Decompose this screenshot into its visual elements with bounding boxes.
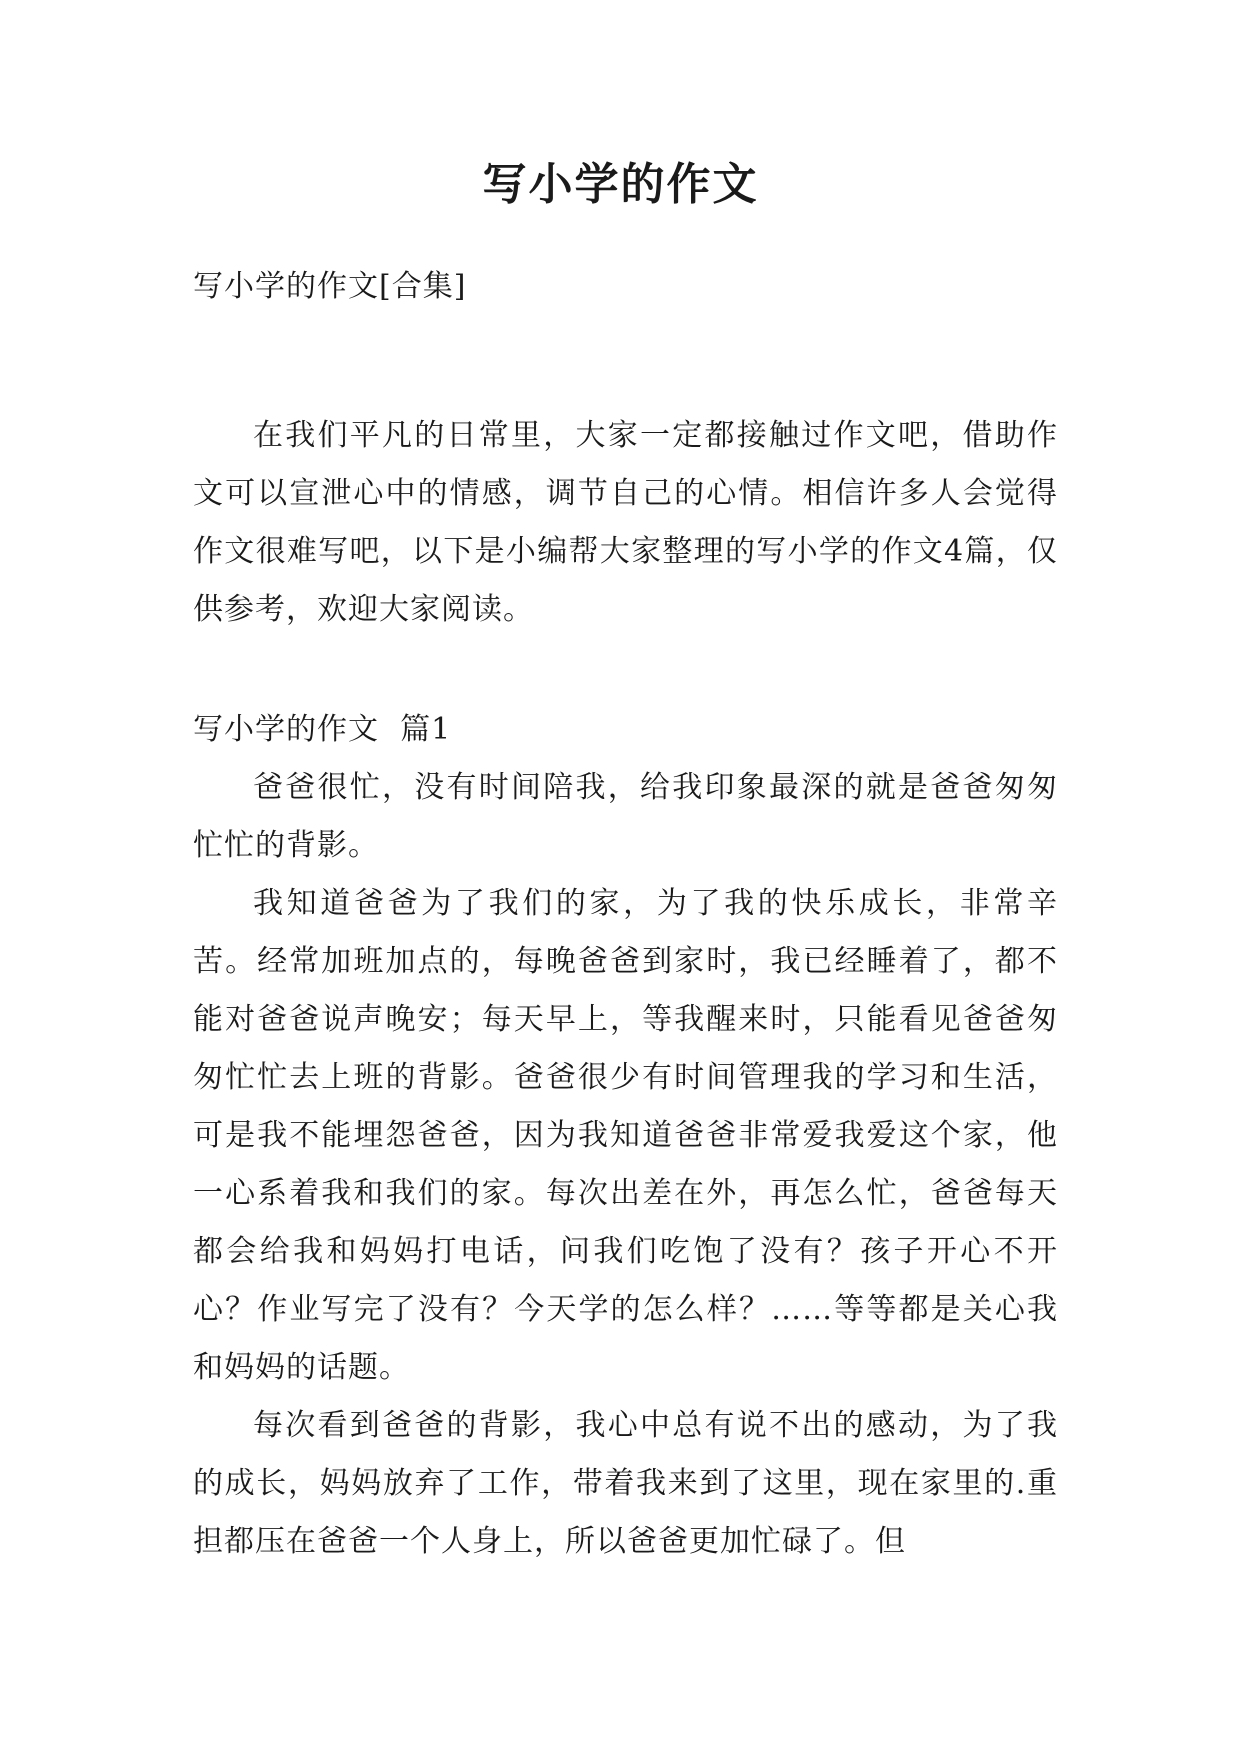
body-paragraph: 爸爸很忙，没有时间陪我，给我印象最深的就是爸爸匆匆忙忙的背影。 bbox=[193, 770, 1058, 863]
intro-paragraph: 在我们平凡的日常里，大家一定都接触过作文吧，借助作文可以宣泄心中的情感，调节自己的心情。相信许多人会觉得作文很难写吧，以下是小编帮大家整理的写小学的作文4篇，仅供参考，欢迎大家阅读。 bbox=[193, 418, 1058, 627]
document-title: 写小学的作文 bbox=[482, 159, 759, 210]
body-paragraph: 我知道爸爸为了我们的家，为了我的快乐成长，非常辛苦。经常加班加点的，每晚爸爸到家时，我已经睡着了，都不能对爸爸说声晚安；每天早上，等我醒来时，只能看见爸爸匆匆忙忙去上班的背影。爸爸很少有时间管理我的学习和生活，可是我不能埋怨爸爸，因为我知道爸爸非常爱我爱这个家，他一心系着我和我们的家。每次出差在外，再怎么忙，爸爸每天都会给我和妈妈打电话，问我们吃饱了没有？孩子开心不开心？作业写完了没有？今天学的怎么样？……等等都是关心我和妈妈的话题。 bbox=[193, 886, 1058, 1385]
section-heading: 写小学的作文 篇1 bbox=[193, 712, 452, 747]
body-paragraph: 每次看到爸爸的背影，我心中总有说不出的感动，为了我的成长，妈妈放弃了工作，带着我来到了这里，现在家里的.重担都压在爸爸一个人身上，所以爸爸更加忙碌了。但 bbox=[193, 1408, 1058, 1559]
document-subtitle: 写小学的作文[合集] bbox=[193, 269, 467, 304]
